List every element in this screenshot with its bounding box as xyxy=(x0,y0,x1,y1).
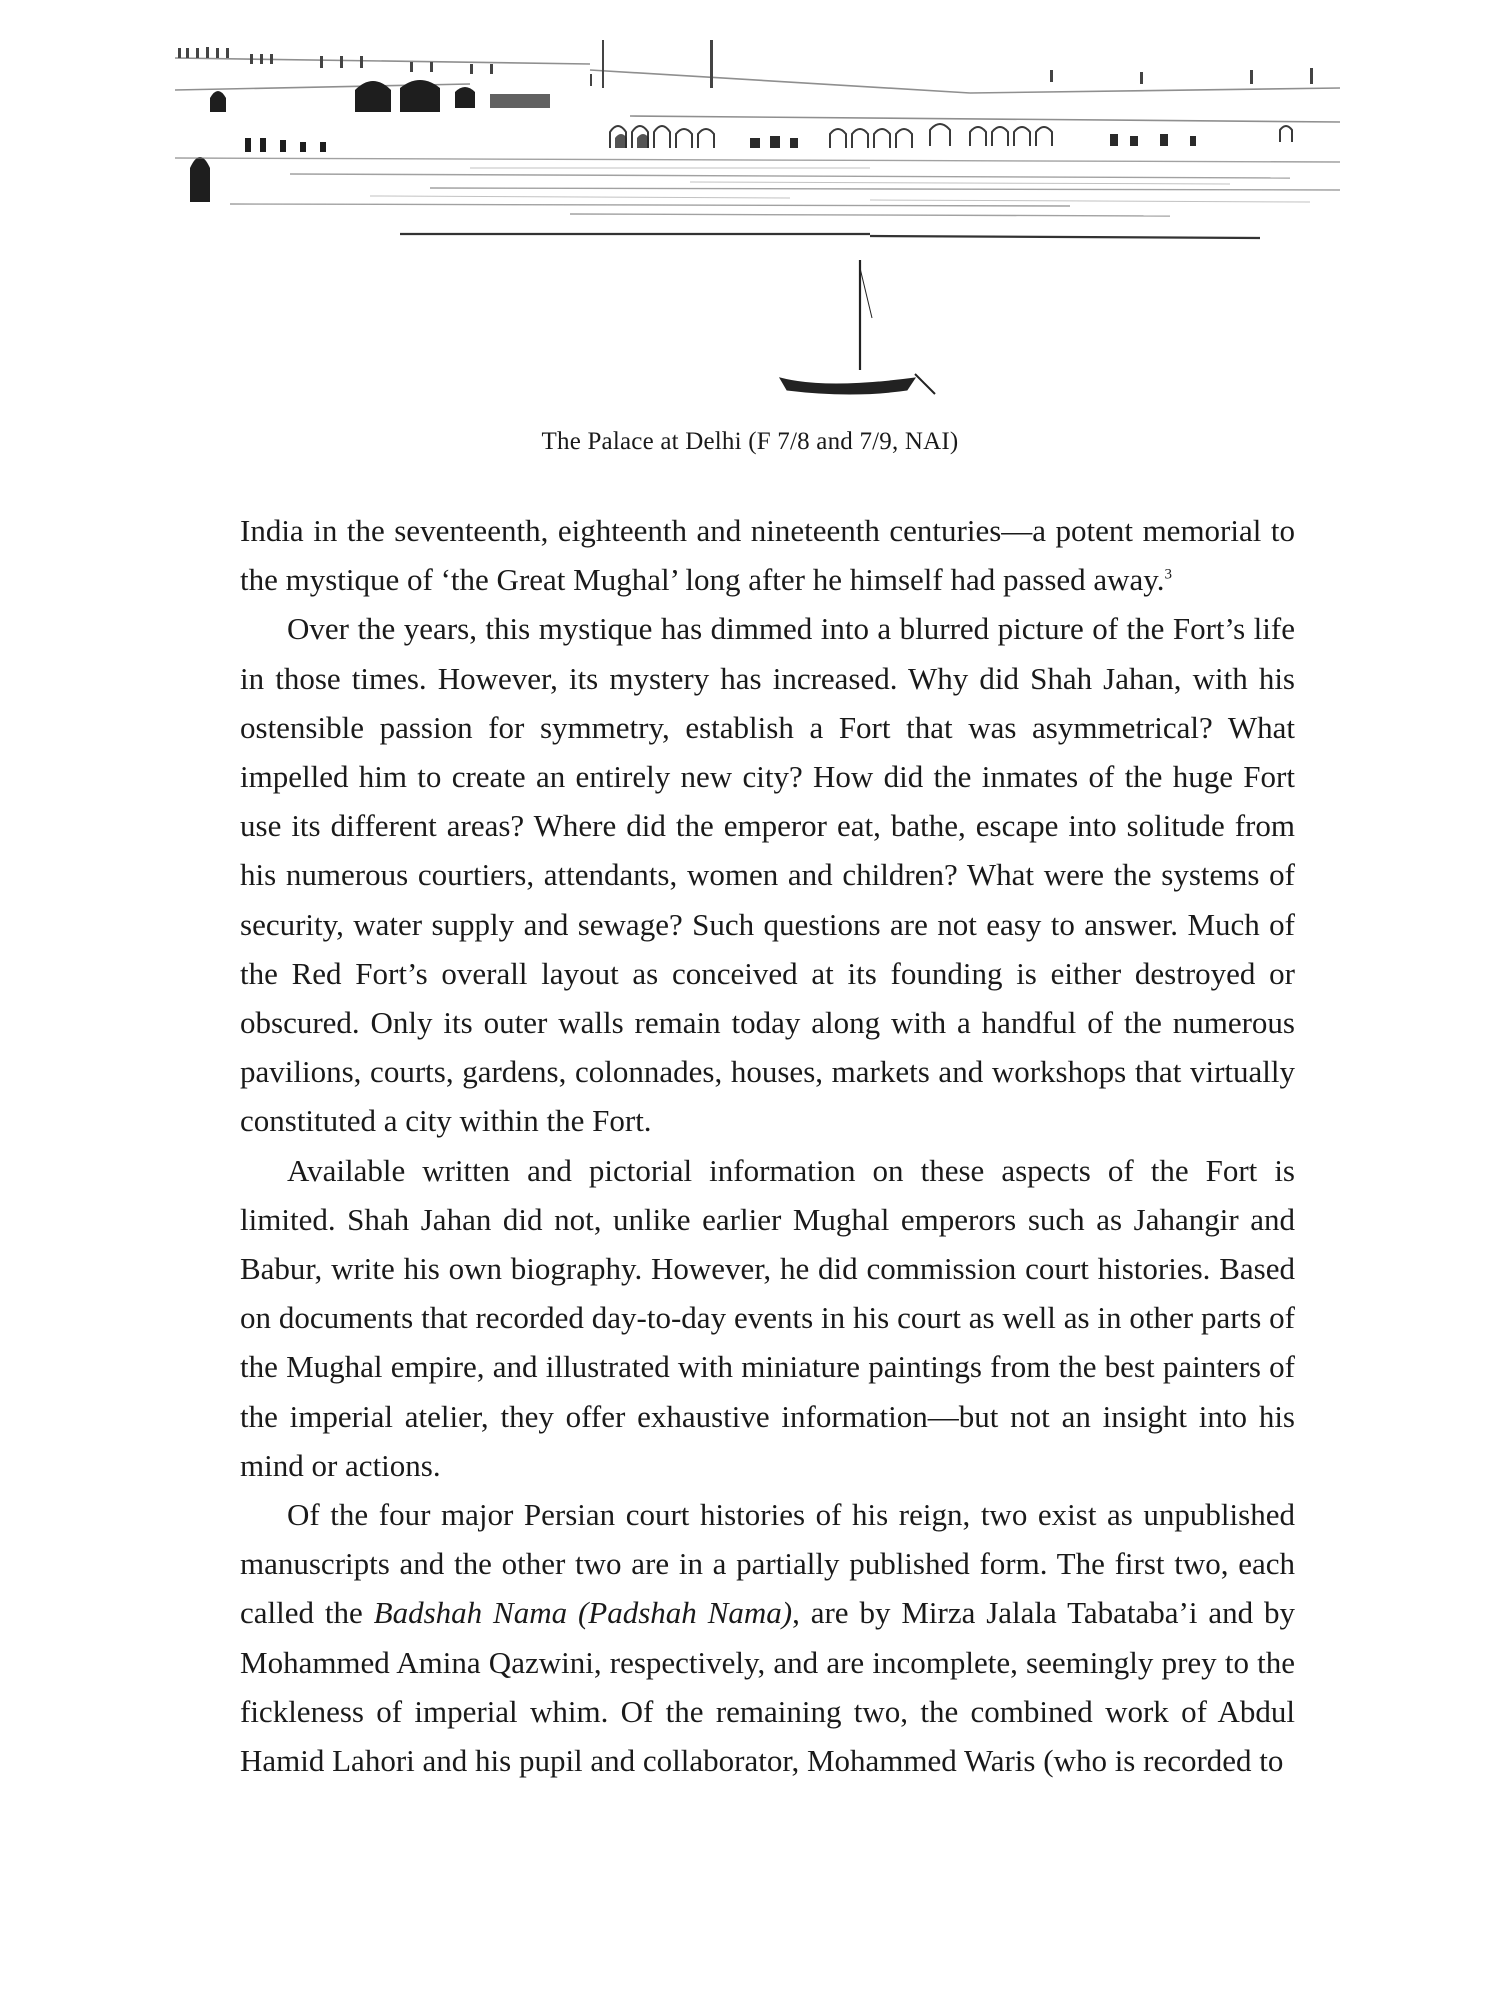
figure-caption: The Palace at Delhi (F 7/8 and 7/9, NAI) xyxy=(541,428,959,455)
body-text xyxy=(240,506,1295,1785)
boat-icon xyxy=(780,260,935,394)
palace-at-delhi-drawing xyxy=(170,18,1345,403)
paragraph-2: Over the years, this mystique has dimmed into a blurred picture of the Fort’s life in those times. However, its mystery has increased. Why did Shah Jahan, with his ostensible passion for symmetry, establish a Fort that was asymmetrical? What impelled him to create an entirely new city? How did the inmates of the huge Fort use its different areas? Where did the emperor eat, bathe, escape into solitude from his numerous courtiers, attendants, women and children? What were the systems of security, water supply and sewage? Such questions are not easy to answer. Much of the Red Fort’s overall layout as conceived at its founding is either destroyed or obscured. Only its outer walls remain today along with a handful of the numerous pavilions, courts, gardens, colonnades, houses, markets and workshops that virtually constituted a city within the Fort. xyxy=(240,611,1295,1139)
paragraph-1-text: India in the seventeenth, eighteenth and nineteenth centuries—a potent memorial to the mystique of ‘the Great Mughal’ long after he himself had passed away. xyxy=(240,513,1295,598)
paragraph-4-before: Of the four major Persian court histories of his reign, two exist as unpublished manuscripts and the other two are in a partially published form. The first two, each called the xyxy=(240,1497,1295,1631)
palace-illustration xyxy=(170,18,1345,403)
footnote-ref-3[interactable]: 3 xyxy=(1164,566,1173,583)
book-title: Badshah Nama (Padshah Nama) xyxy=(373,1595,793,1631)
paragraph-4 xyxy=(240,1490,1295,1785)
paragraph-3: Available written and pictorial information on these aspects of the Fort is limited. Shah Jahan did not, unlike earlier Mughal emperors such as Jahangir and Babur, write his own biography. However, he did commission court histories. Based on documents that recorded day-to-day events in his court as well as in other parts of the Mughal empire, and illustrated with miniature paintings from the best painters of the imperial atelier, they offer exhaustive information—but not an insight into his mind or actions. xyxy=(240,1152,1295,1483)
paragraph-1 xyxy=(240,506,1295,604)
paragraph-4-after: , are by Mirza Jalala Tabataba’i and by Mohammed Amina Qazwini, respectively, and are incomplete, seemingly prey to the fickleness of imperial whim. Of the remaining two, the combined work of Abdul Hamid Lahori and his pupil and collaborator, Mohammed Waris (who is recorded to xyxy=(240,1595,1296,1779)
